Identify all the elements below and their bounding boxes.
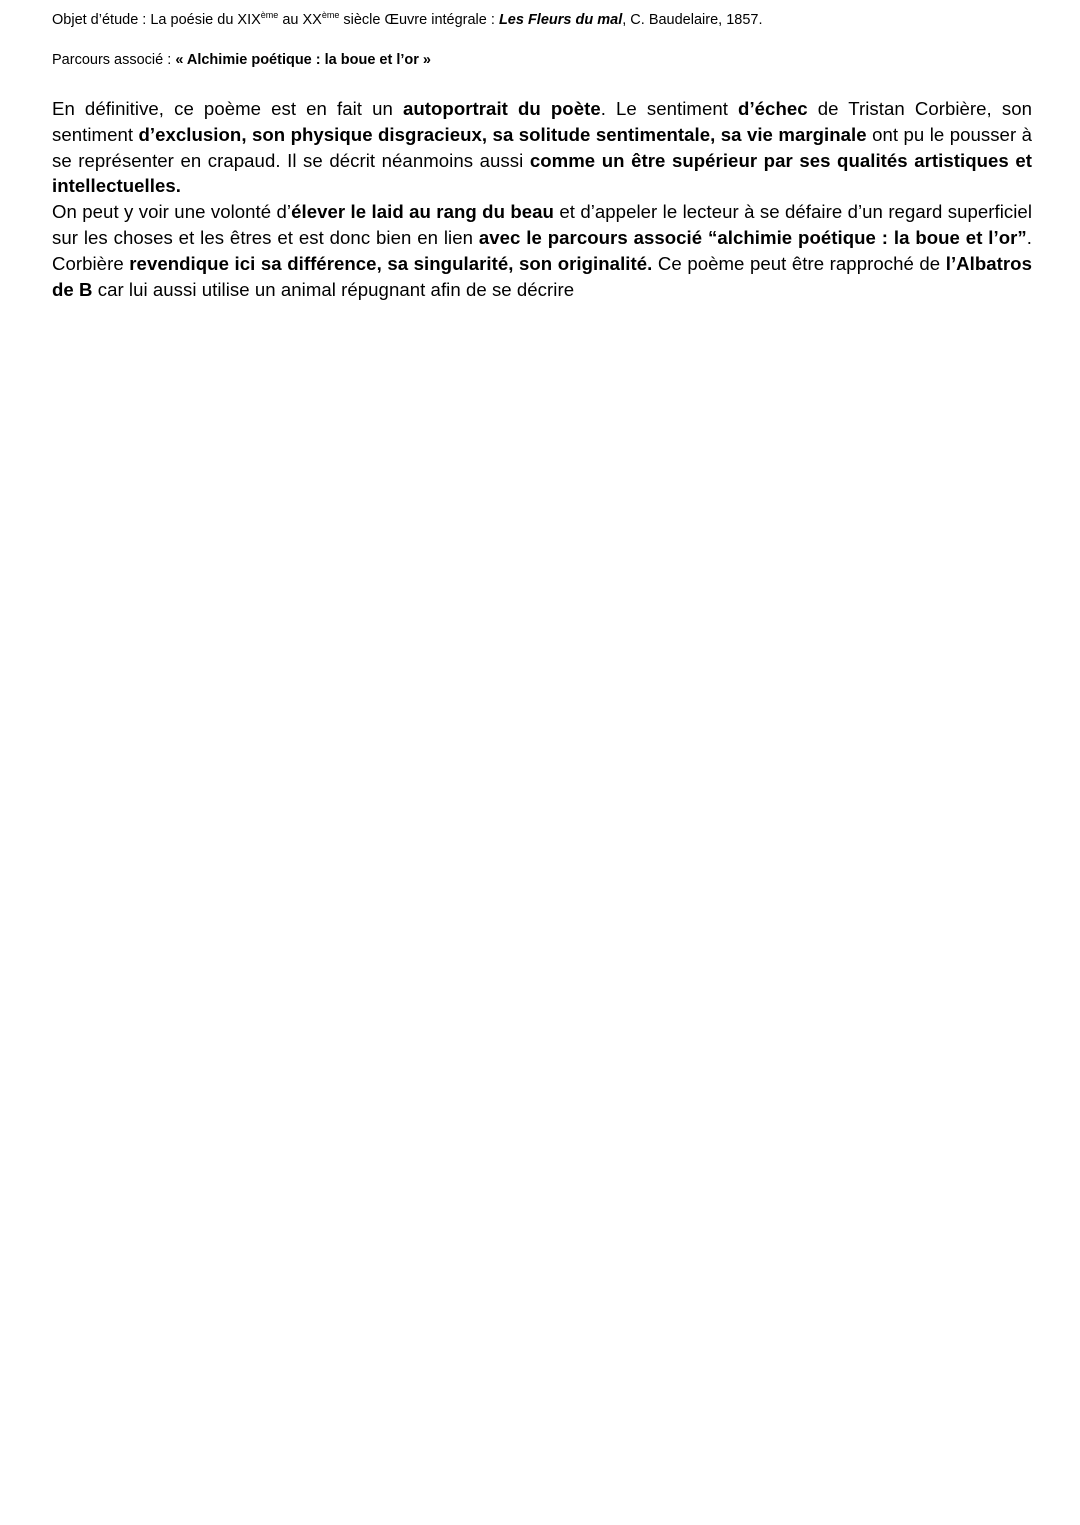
text-run: On peut y voir une volonté d’	[52, 201, 292, 223]
objet-etude-line	[52, 11, 763, 29]
century-suffix: ème	[260, 10, 279, 20]
text-run: En définitive, ce poème est en fait un	[52, 98, 403, 119]
bold-text-run: d’échec	[738, 98, 808, 119]
bold-text-run: élever le laid au rang du beau	[291, 201, 554, 223]
parcours-value: « Alchimie poétique : la boue et l’or »	[175, 52, 431, 68]
text-run: ont pu le pousser à se représenter en crapaud. Il se décrit néanmoins aussi	[52, 123, 1033, 171]
bold-text-run: comme un être supérieur par ses qualités artistiques et intellectuelles.	[52, 149, 1033, 197]
text-run: . Corbière	[52, 226, 1032, 274]
bold-text-run: avec le parcours associé “alchimie poétique : la boue et l’or”	[478, 226, 1027, 248]
objet-label: Objet d’étude : La poésie du XIX	[52, 12, 261, 28]
text-run: Ce poème peut être rapproché de	[652, 252, 946, 274]
bold-text-run: d’exclusion, son physique disgracieux, sa solitude sentimentale, sa vie marginale	[138, 123, 867, 145]
century-suffix: ème	[321, 10, 340, 20]
bold-text-run: l’Albatros de B	[52, 252, 1032, 300]
text-run: car lui aussi utilise un animal répugnant afin de se décrire	[92, 278, 575, 300]
objet-mid: au XX	[278, 12, 322, 28]
parcours-associe-line	[52, 51, 431, 69]
body-text	[52, 96, 1032, 302]
objet-tail: , C. Baudelaire, 1857.	[622, 12, 763, 28]
bold-text-run: autoportrait du poète	[402, 98, 601, 119]
text-run: de Tristan Corbière, son sentiment	[52, 98, 1032, 145]
objet-after: siècle Œuvre intégrale :	[339, 12, 499, 28]
text-run: et d’appeler le lecteur à se défaire d’un regard superficiel sur les choses et les êtres et est donc bien en lien	[52, 201, 1032, 248]
work-title: Les Fleurs du mal	[498, 12, 623, 28]
paragraph	[52, 96, 1032, 199]
text-run: . Le sentiment	[600, 98, 739, 119]
paragraph	[52, 199, 1032, 302]
parcours-label: Parcours associé :	[52, 52, 176, 68]
bold-text-run: revendique ici sa différence, sa singularité, son originalité.	[129, 252, 653, 274]
